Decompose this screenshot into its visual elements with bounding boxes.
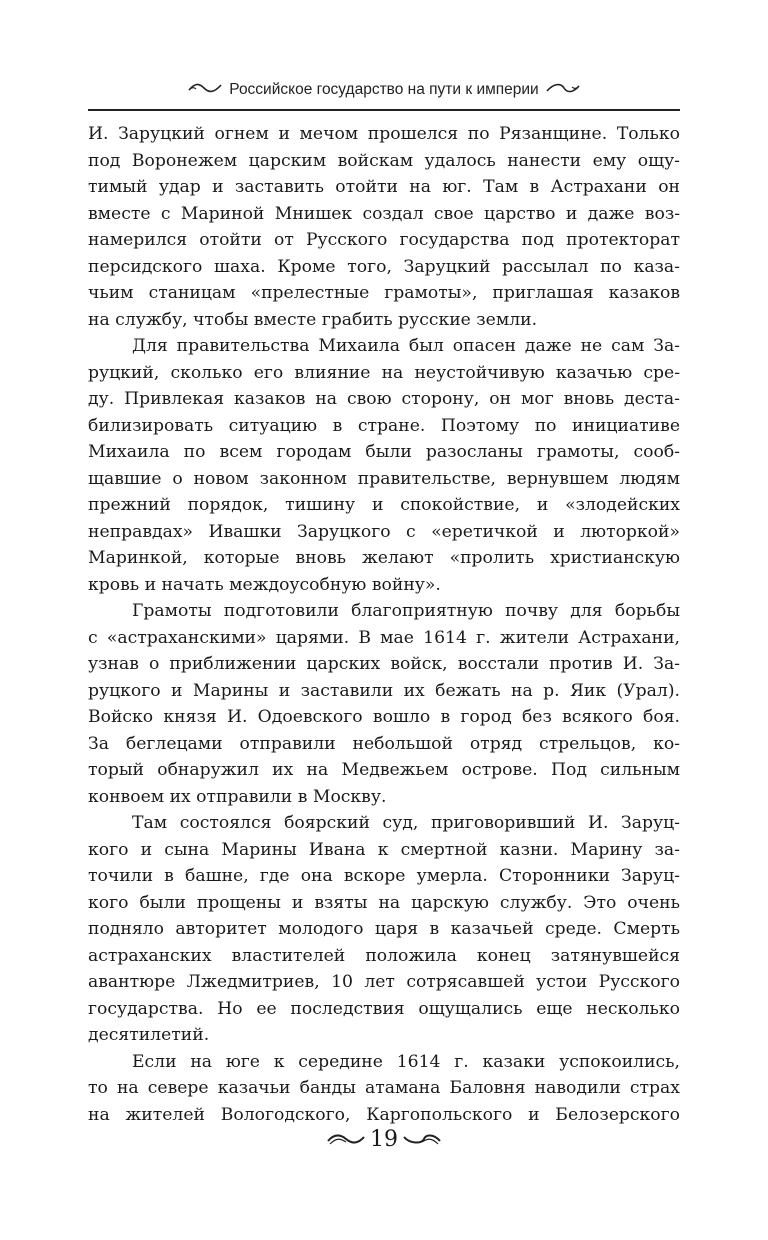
paragraph bbox=[88, 121, 680, 333]
page-number: 19 bbox=[370, 1127, 398, 1152]
text-line: чьим станицам «прелестные грамоты», приглашая казаков bbox=[88, 283, 680, 303]
text-line: вместе с Мариной Мнишек создал свое царство и даже воз- bbox=[88, 203, 680, 224]
text-line: десятилетий. bbox=[88, 1025, 210, 1045]
paragraph bbox=[88, 810, 680, 1049]
text-line: руцкий, сколько его влияние на неустойчивую казачью сре- bbox=[88, 362, 680, 383]
text-line: то на севере казачьи банды атамана Баловня наводили страх bbox=[88, 1078, 680, 1098]
text-line: узнав о приближении царских войск, восстали против И. За- bbox=[88, 654, 680, 674]
left-wave-ornament-icon bbox=[326, 1125, 366, 1155]
text-line: И. Заруцкий огнем и мечом прошелся по Рязанщине. Только bbox=[88, 124, 680, 144]
text-line: под Воронежем царским войскам удалось нанести ему ощу- bbox=[88, 150, 680, 171]
text-line: намерился отойти от Русского государства под протекторат bbox=[88, 230, 680, 250]
text-line: Войско князя И. Одоевского вошло в город без всякого боя. bbox=[88, 707, 680, 727]
text-line: За беглецами отправили небольшой отряд стрельцов, ко- bbox=[88, 733, 680, 754]
text-line: Грамоты подготовили благоприятную почву для борьбы bbox=[132, 601, 680, 621]
page-footer bbox=[88, 1125, 680, 1155]
text-line: Михаила по всем городам были разосланы грамоты, сооб- bbox=[88, 442, 680, 462]
text-line: с «астраханскими» царями. В мае 1614 г. жители Астрахани, bbox=[88, 627, 680, 648]
text-line: ду. Привлекая казаков на свою сторону, он мог вновь деста- bbox=[88, 389, 680, 409]
right-swash-ornament-icon bbox=[545, 80, 581, 100]
paragraph bbox=[88, 598, 680, 810]
running-title: Российское государство на пути к империи bbox=[229, 81, 539, 98]
text-line: конвоем их отправили в Москву. bbox=[88, 786, 387, 807]
body-text bbox=[88, 121, 680, 1128]
paragraph bbox=[88, 1049, 680, 1129]
text-line: Там состоялся боярский суд, приговоривший И. Заруц- bbox=[132, 813, 680, 833]
text-line: подняло авторитет молодого царя в казачьей среде. Смерть bbox=[88, 919, 680, 939]
text-line: кого и сына Марины Ивана к смертной казни. Марину за- bbox=[88, 839, 680, 860]
text-line: неправдах» Ивашки Заруцкого с «еретичкой и люторкой» bbox=[88, 521, 680, 542]
text-line: тимый удар и заставить отойти на юг. Там в Астрахани он bbox=[88, 177, 680, 197]
text-line: астраханских властителей положила конец затянувшейся bbox=[88, 945, 680, 966]
text-line: прежний порядок, тишину и спокойствие, и «злодейских bbox=[88, 495, 680, 515]
running-header bbox=[88, 80, 680, 100]
text-line: точили в башне, где она вскоре умерла. Сторонники Заруц- bbox=[88, 866, 680, 886]
text-line: Если на юге к середине 1614 г. казаки успокоились, bbox=[132, 1051, 680, 1072]
text-line: Маринкой, которые вновь желают «пролить христианскую bbox=[88, 548, 680, 568]
paragraph bbox=[88, 333, 680, 598]
text-line: щавшие о новом законном правительстве, вернувшем людям bbox=[88, 468, 680, 489]
text-line: персидского шаха. Кроме того, Заруцкий рассылал по каза- bbox=[88, 256, 680, 277]
left-swash-ornament-icon bbox=[187, 80, 223, 100]
text-line: на жителей Вологодского, Каргопольского и Белозерского bbox=[88, 1104, 680, 1125]
text-line: на службу, чтобы вместе грабить русские земли. bbox=[88, 309, 538, 330]
text-line: билизировать ситуацию в стране. Поэтому по инициативе bbox=[88, 415, 680, 436]
header-divider bbox=[88, 109, 680, 111]
text-line: государства. Но ее последствия ощущались еще несколько bbox=[88, 998, 680, 1019]
text-line: Для правительства Михаила был опасен даже не сам За- bbox=[132, 336, 680, 356]
text-line: кровь и начать междоусобную войну». bbox=[88, 574, 441, 595]
text-line: руцкого и Марины и заставили их бежать на р. Яик (Урал). bbox=[88, 680, 680, 701]
text-line: авантюре Лжедмитриев, 10 лет сотрясавшей устои Русского bbox=[88, 972, 680, 992]
text-line: торый обнаружил их на Медвежьем острове. Под сильным bbox=[88, 760, 680, 780]
right-wave-ornament-icon bbox=[402, 1125, 442, 1155]
text-line: кого были прощены и взяты на царскую службу. Это очень bbox=[88, 892, 680, 913]
